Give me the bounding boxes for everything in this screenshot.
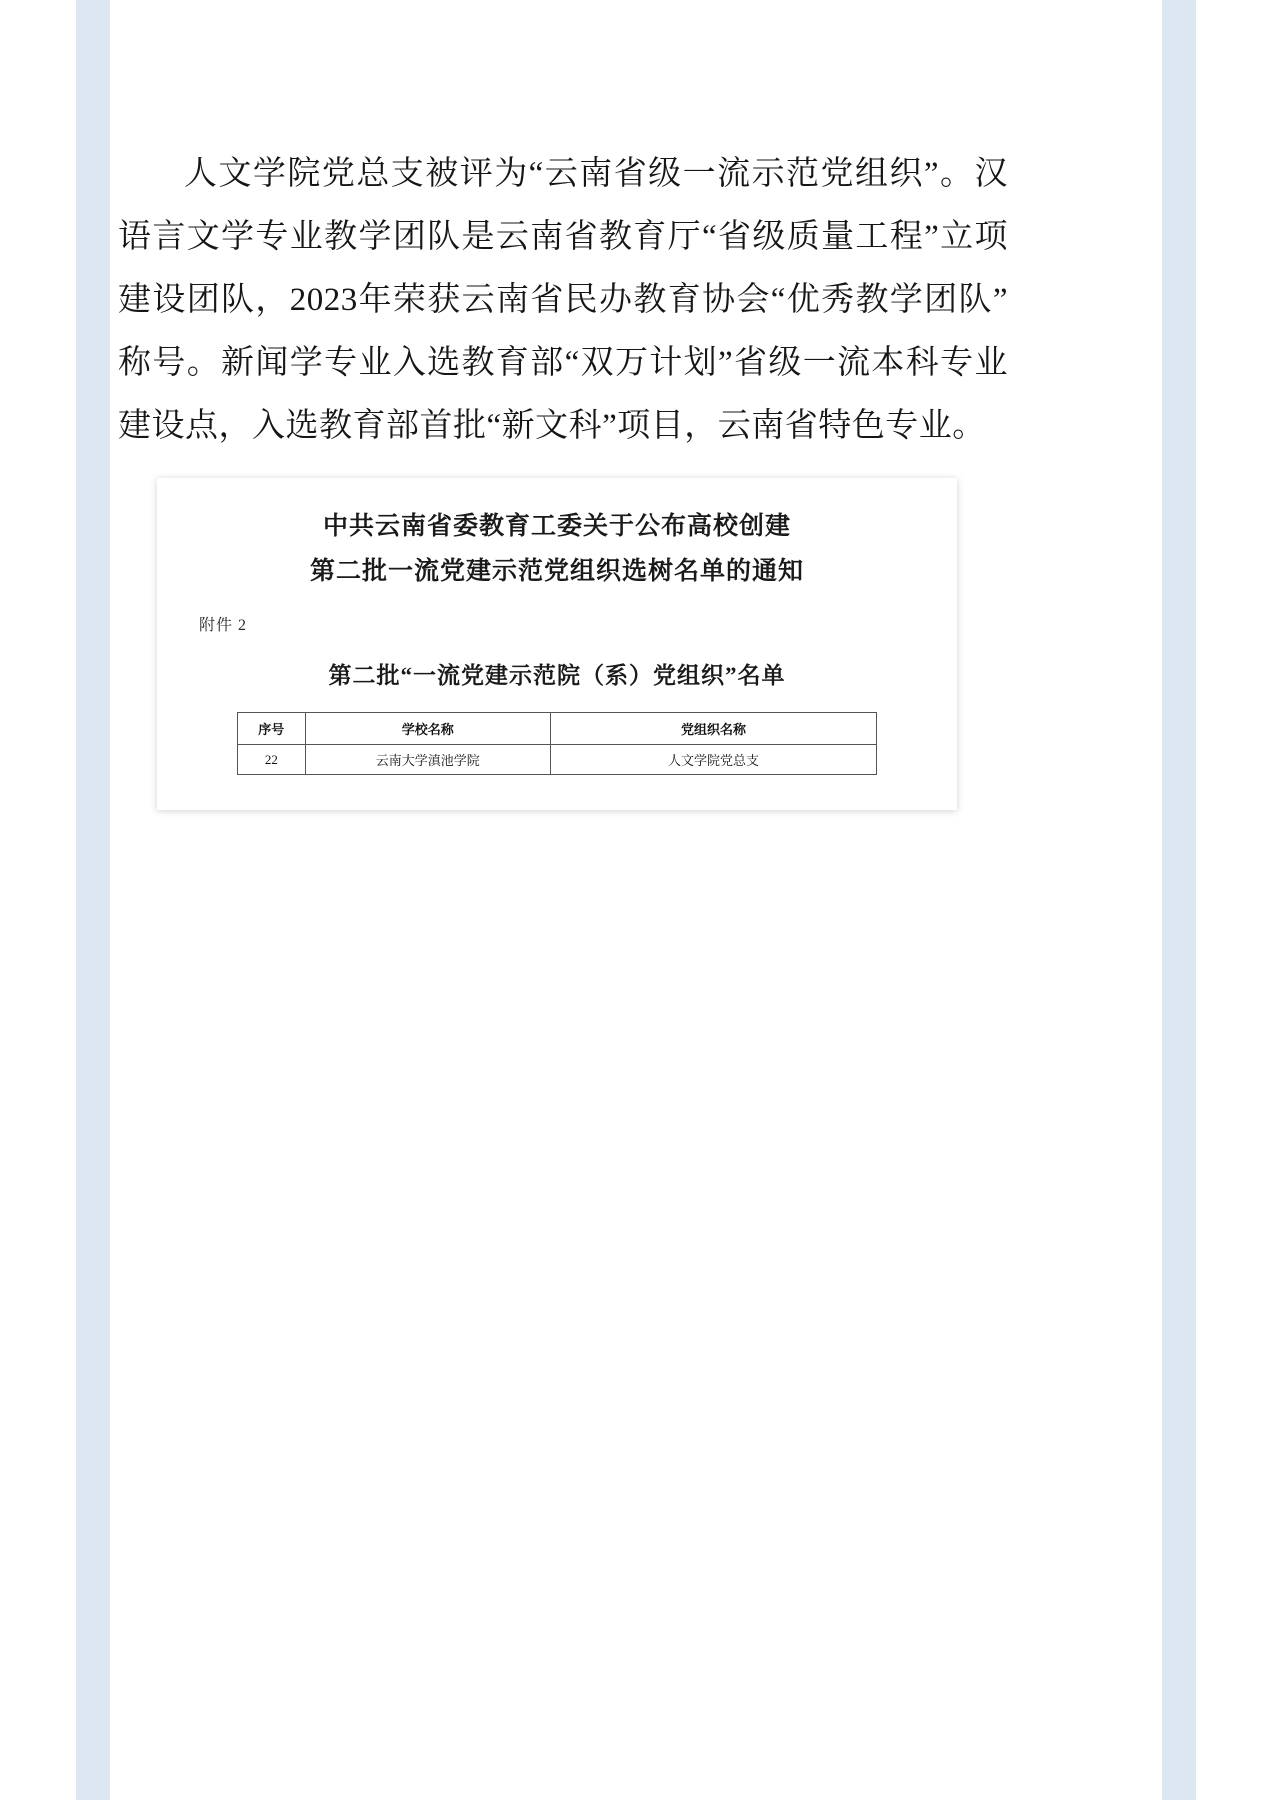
table-row [238, 745, 877, 775]
body-paragraph: 人文学院党总支被评为“云南省级一流示范党组织”。汉语言文学专业教学团队是云南省教育厅“省级质量工程”立项建设团队，2023年荣获云南省民办教育协会“优秀教学团队”称号。新闻学专业入选教育部“双万计划”省级一流本科专业建设点，入选教育部首批“新文科”项目，云南省特色专业。 [118, 156, 1008, 444]
table-cell-organization: 人文学院党总支 [550, 745, 876, 775]
notice-image-card [157, 478, 957, 810]
page-margin-right [1196, 0, 1272, 1800]
notice-table [237, 712, 877, 775]
notice-content [157, 478, 957, 810]
table-cell-index: 22 [238, 745, 306, 775]
table-header-school: 学校名称 [305, 713, 550, 745]
table-header-index: 序号 [238, 713, 306, 745]
document-sheet [110, 58, 1162, 1742]
notice-title-line-1: 中共云南省委教育工委关于公布高校创建 [322, 513, 791, 540]
notice-title-line-2: 第二批一流党建示范党组织选树名单的通知 [309, 558, 804, 585]
table-header-row [238, 713, 877, 745]
notice-attachment-label: 附件 2 [199, 617, 248, 634]
document-body [118, 110, 1008, 491]
page-margin-left [0, 0, 76, 1800]
page-edge-band-right [1162, 0, 1196, 1800]
page-edge-band-left [76, 0, 110, 1800]
notice-subtitle: 第二批“一流党建示范院（系）党组织”名单 [328, 663, 786, 688]
table-header-organization: 党组织名称 [550, 713, 876, 745]
table-cell-school: 云南大学滇池学院 [305, 745, 550, 775]
